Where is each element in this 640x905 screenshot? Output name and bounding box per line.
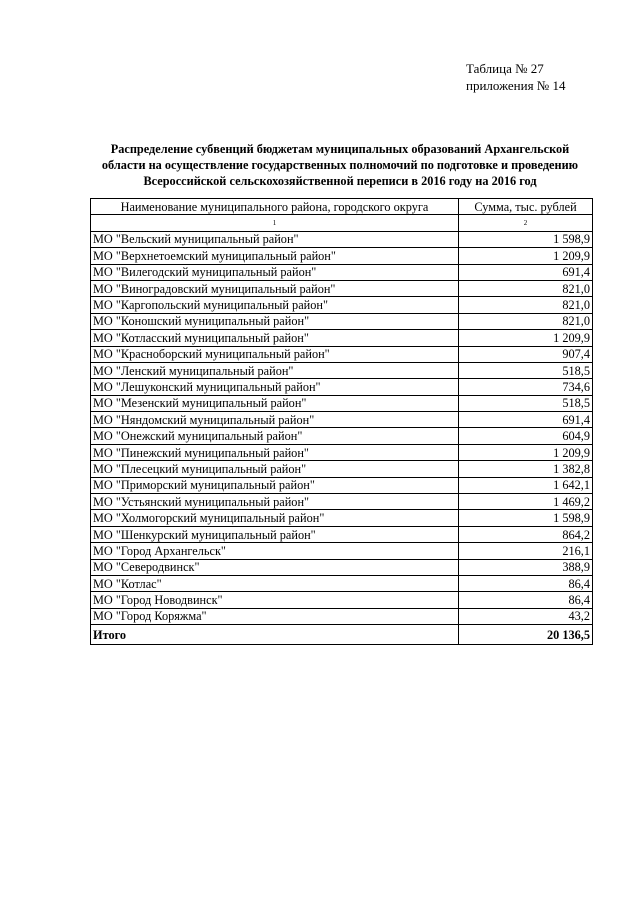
title-line: Всероссийской сельскохозяйственной переписи в 2016 году на 2016 год <box>143 174 537 188</box>
municipality-name: МО "Котлас" <box>91 575 459 591</box>
table-row <box>91 264 593 280</box>
table-body <box>91 231 593 624</box>
subvention-sum: 907,4 <box>459 346 593 362</box>
column-number: 1 <box>91 215 459 231</box>
subvention-sum: 821,0 <box>459 313 593 329</box>
subvention-sum: 86,4 <box>459 575 593 591</box>
subvention-sum: 604,9 <box>459 428 593 444</box>
subvention-sum: 691,4 <box>459 264 593 280</box>
table-row <box>91 461 593 477</box>
municipality-name: МО "Приморский муниципальный район" <box>91 477 459 493</box>
municipality-name: МО "Город Коряжма" <box>91 608 459 624</box>
table-row <box>91 575 593 591</box>
table-row <box>91 297 593 313</box>
column-number-row <box>91 215 593 231</box>
table-row <box>91 248 593 264</box>
total-label: Итого <box>91 625 459 645</box>
subvention-sum: 518,5 <box>459 362 593 378</box>
municipality-name: МО "Онежский муниципальный район" <box>91 428 459 444</box>
table-row <box>91 608 593 624</box>
municipality-name: МО "Красноборский муниципальный район" <box>91 346 459 362</box>
table-row <box>91 379 593 395</box>
table-row <box>91 428 593 444</box>
table-row <box>91 526 593 542</box>
municipality-name: МО "Каргопольский муниципальный район" <box>91 297 459 313</box>
municipality-name: МО "Вилегодский муниципальный район" <box>91 264 459 280</box>
municipality-name: МО "Северодвинск" <box>91 559 459 575</box>
document-title <box>80 141 600 189</box>
total-sum: 20 136,5 <box>459 625 593 645</box>
subvention-sum: 821,0 <box>459 280 593 296</box>
table-row <box>91 362 593 378</box>
municipality-name: МО "Устьянский муниципальный район" <box>91 494 459 510</box>
table-row <box>91 477 593 493</box>
municipality-name: МО "Виноградовский муниципальный район" <box>91 280 459 296</box>
subvention-sum: 216,1 <box>459 543 593 559</box>
subvention-sum: 1 209,9 <box>459 444 593 460</box>
subvention-sum: 734,6 <box>459 379 593 395</box>
municipality-name: МО "Вельский муниципальный район" <box>91 231 459 247</box>
subvention-sum: 1 642,1 <box>459 477 593 493</box>
table-row <box>91 444 593 460</box>
municipality-name: МО "Коношский муниципальный район" <box>91 313 459 329</box>
subvention-sum: 1 598,9 <box>459 231 593 247</box>
subvention-sum: 518,5 <box>459 395 593 411</box>
table-row <box>91 313 593 329</box>
table-row <box>91 280 593 296</box>
table-number-label: Таблица № 27 <box>466 61 544 76</box>
table-row <box>91 494 593 510</box>
table-row <box>91 592 593 608</box>
total-row <box>91 625 593 645</box>
column-header-sum: Сумма, тыс. рублей <box>459 199 593 215</box>
table-row <box>91 559 593 575</box>
table-row <box>91 346 593 362</box>
subvention-sum: 1 382,8 <box>459 461 593 477</box>
subvention-sum: 86,4 <box>459 592 593 608</box>
municipality-name: МО "Холмогорский муниципальный район" <box>91 510 459 526</box>
subvention-sum: 43,2 <box>459 608 593 624</box>
municipality-name: МО "Котласский муниципальный район" <box>91 330 459 346</box>
subvention-sum: 1 209,9 <box>459 330 593 346</box>
municipality-name: МО "Плесецкий муниципальный район" <box>91 461 459 477</box>
subvention-sum: 864,2 <box>459 526 593 542</box>
appendix-number-label: приложения № 14 <box>466 78 566 93</box>
subvention-sum: 388,9 <box>459 559 593 575</box>
table-row <box>91 543 593 559</box>
subvention-sum: 1 598,9 <box>459 510 593 526</box>
subvention-sum: 821,0 <box>459 297 593 313</box>
table-reference <box>466 60 565 94</box>
subvention-sum: 691,4 <box>459 412 593 428</box>
title-line: Распределение субвенций бюджетам муниципальных образований Архангельской <box>110 142 570 156</box>
column-number: 2 <box>459 215 593 231</box>
municipality-name: МО "Город Новодвинск" <box>91 592 459 608</box>
municipality-name: МО "Мезенский муниципальный район" <box>91 395 459 411</box>
subvention-sum: 1 469,2 <box>459 494 593 510</box>
municipality-name: МО "Шенкурский муниципальный район" <box>91 526 459 542</box>
title-line: области на осуществление государственных полномочий по подготовке и проведению <box>101 158 579 172</box>
municipality-name: МО "Няндомский муниципальный район" <box>91 412 459 428</box>
table-row <box>91 330 593 346</box>
municipality-name: МО "Ленский муниципальный район" <box>91 362 459 378</box>
table-row <box>91 412 593 428</box>
table-row <box>91 231 593 247</box>
municipality-name: МО "Лешуконский муниципальный район" <box>91 379 459 395</box>
subvention-table <box>90 198 593 645</box>
municipality-name: МО "Город Архангельск" <box>91 543 459 559</box>
table-row <box>91 395 593 411</box>
table-row <box>91 510 593 526</box>
municipality-name: МО "Верхнетоемский муниципальный район" <box>91 248 459 264</box>
table-header-row <box>91 199 593 215</box>
column-header-name: Наименование муниципального района, городского округа <box>91 199 459 215</box>
subvention-sum: 1 209,9 <box>459 248 593 264</box>
municipality-name: МО "Пинежский муниципальный район" <box>91 444 459 460</box>
